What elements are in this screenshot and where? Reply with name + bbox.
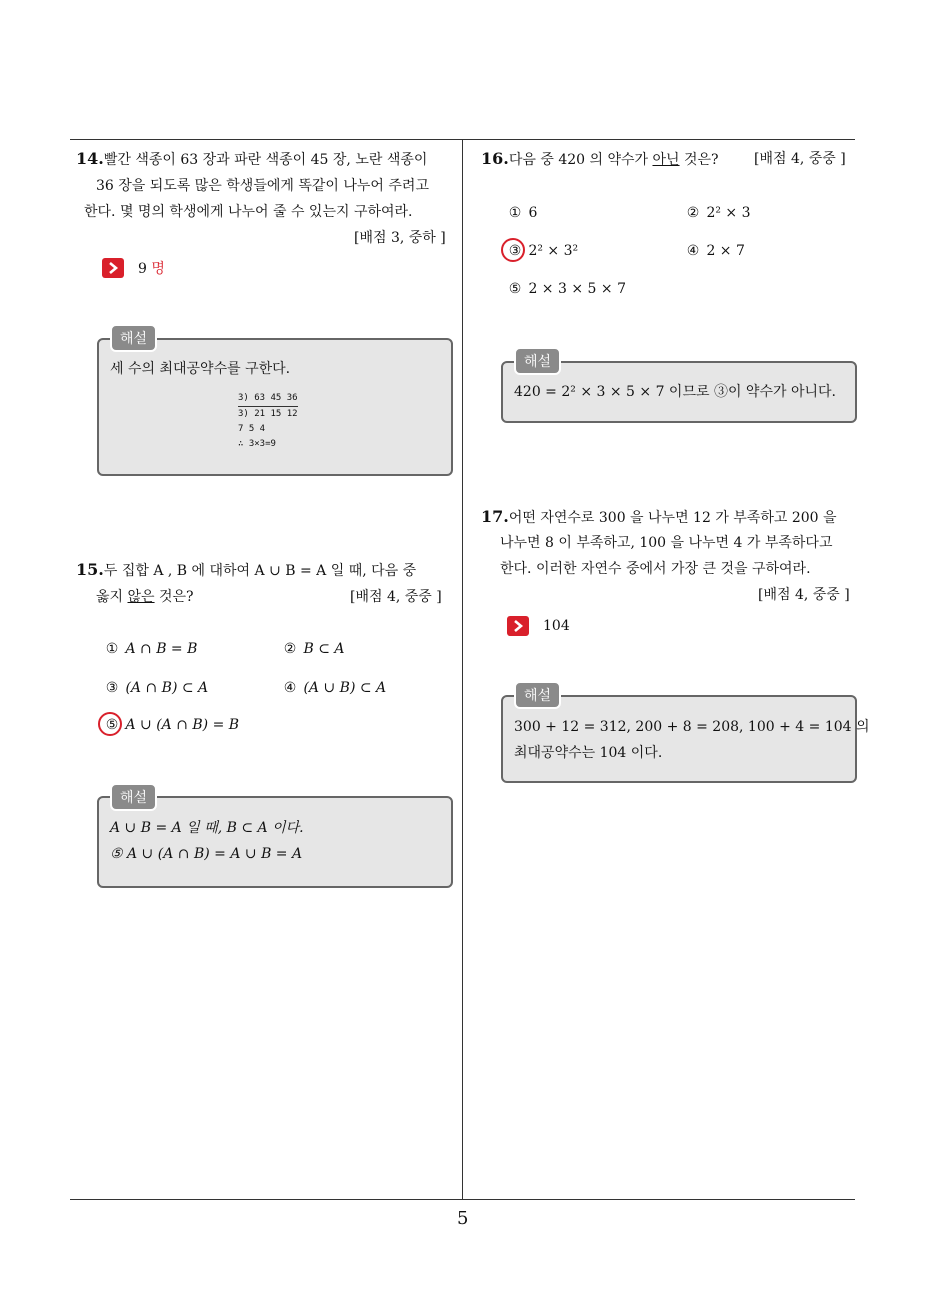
choice-2[interactable] — [281, 638, 344, 660]
question-number: 14. — [76, 149, 104, 168]
choice-mark: ④ — [686, 243, 700, 259]
bottom-rule — [70, 1199, 855, 1200]
score-meta: [배점 4, 중중 ] — [754, 151, 846, 167]
choice-3[interactable] — [103, 677, 208, 699]
column-divider — [462, 140, 463, 1200]
question-text: 빨간 색종이 63 장과 파란 색종이 45 장, 노란 색종이 — [103, 152, 428, 168]
explanation-text: 세 수의 최대공약수를 구한다. — [110, 361, 291, 377]
choice-mark: ④ — [283, 680, 297, 696]
choice-text: 6 — [528, 205, 538, 221]
chevron-right-icon — [102, 258, 124, 278]
choice-mark: ③ — [508, 243, 522, 259]
choice-5[interactable] — [103, 714, 239, 736]
explanation-text: ⑤ A ∪ (A ∩ B) = A ∪ B = A — [110, 846, 303, 862]
selected-answer-circle-icon — [501, 238, 525, 262]
answer-unit: 명 — [151, 261, 165, 277]
division-line: ∴ 3×3=9 — [238, 439, 276, 449]
choice-mark: ② — [686, 205, 700, 221]
choice-text: (A ∪ B) ⊂ A — [303, 680, 387, 696]
explanation-tag: 해설 — [514, 681, 561, 709]
choice-text: 2 × 3 × 5 × 7 — [528, 281, 626, 297]
division-line: 3) 21 15 12 — [238, 409, 298, 419]
underlined-word: 아닌 — [652, 152, 680, 168]
answer-row — [507, 616, 570, 636]
underlined-word: 않은 — [127, 589, 155, 605]
choice-4[interactable] — [684, 240, 745, 262]
choice-mark: ⑤ — [105, 717, 119, 733]
choice-text: A ∩ B = B — [125, 641, 198, 657]
explanation-text: 300 + 12 = 312, 200 + 8 = 208, 100 + 4 = 104 의 — [514, 719, 870, 735]
division-line: 3) 63 45 36 — [238, 391, 298, 407]
page-number: 5 — [457, 1208, 469, 1229]
question-text: 한다. 몇 명의 학생에게 나누어 줄 수 있는지 구하여라. — [84, 204, 413, 220]
choice-mark: ③ — [105, 680, 119, 696]
explanation-text: 최대공약수는 104 이다. — [514, 745, 663, 761]
choice-mark: ① — [508, 205, 522, 221]
choice-4[interactable] — [281, 677, 386, 699]
answer-value: 104 — [543, 618, 570, 634]
answer-value: 9 — [138, 261, 147, 277]
choice-1[interactable] — [103, 638, 197, 660]
question-number: 16. — [481, 149, 509, 168]
question-number: 17. — [481, 507, 509, 526]
choice-text: B ⊂ A — [303, 641, 345, 657]
question-text: 옳지 — [96, 589, 128, 605]
question-text: 다음 중 420 의 약수가 — [508, 152, 653, 168]
question-text: 두 집합 A , B 에 대하여 A ∪ B = A 일 때, 다음 중 — [103, 563, 417, 579]
explanation-tag: 해설 — [110, 783, 157, 811]
chevron-right-icon — [507, 616, 529, 636]
question-text: 것은? — [679, 152, 719, 168]
explanation-tag: 해설 — [514, 347, 561, 375]
choice-text: 2² × 3 — [706, 205, 751, 221]
explanation-text: A ∪ B = A 일 때, B ⊂ A 이다. — [110, 820, 304, 836]
choice-2[interactable] — [684, 202, 751, 224]
choice-text: 2 × 7 — [706, 243, 745, 259]
choice-text: A ∪ (A ∩ B) = B — [125, 717, 240, 733]
score-meta: [배점 4, 중중 ] — [350, 589, 442, 605]
choice-text: 2² × 3² — [528, 243, 579, 259]
choice-mark: ② — [283, 641, 297, 657]
selected-answer-circle-icon — [98, 712, 122, 736]
question-text: 나누면 8 이 부족하고, 100 을 나누면 4 가 부족하다고 — [500, 535, 833, 551]
question-number: 15. — [76, 560, 104, 579]
question-text: 한다. 이러한 자연수 중에서 가장 큰 것을 구하여라. — [500, 561, 811, 577]
explanation-text: 420 = 2² × 3 × 5 × 7 이므로 ③이 약수가 아니다. — [514, 384, 836, 400]
choice-mark: ⑤ — [508, 281, 522, 297]
explanation-tag: 해설 — [110, 324, 157, 352]
choice-text: (A ∩ B) ⊂ A — [125, 680, 209, 696]
division-table — [238, 391, 298, 452]
score-meta: [배점 4, 중중 ] — [758, 587, 850, 603]
question-text: 것은? — [154, 589, 194, 605]
division-line: 7 5 4 — [238, 424, 266, 434]
question-text: 어떤 자연수로 300 을 나누면 12 가 부족하고 200 을 — [508, 510, 837, 526]
score-meta: [배점 3, 중하 ] — [354, 230, 446, 246]
choice-mark: ① — [105, 641, 119, 657]
choice-5[interactable] — [506, 278, 626, 300]
question-text: 36 장을 되도록 많은 학생들에게 똑같이 나누어 주려고 — [96, 178, 429, 194]
choice-1[interactable] — [506, 202, 537, 224]
answer-row — [102, 258, 165, 278]
